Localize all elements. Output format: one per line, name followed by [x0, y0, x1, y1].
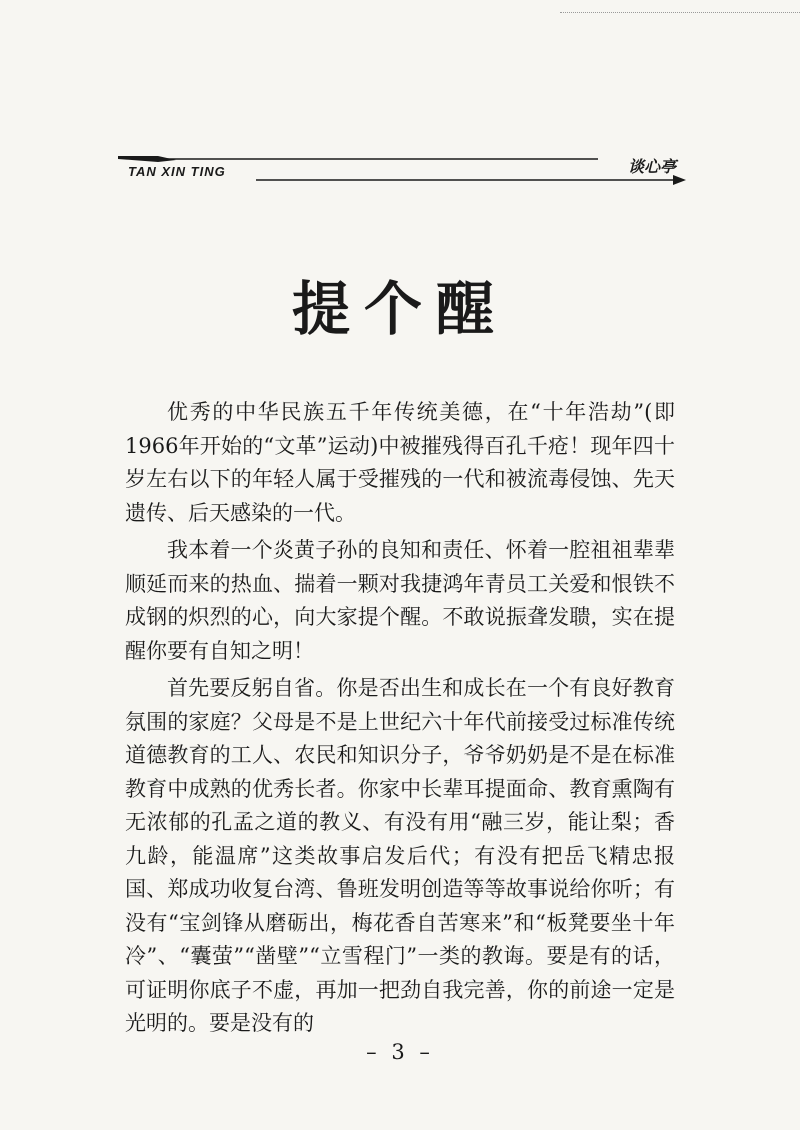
running-header — [118, 150, 688, 190]
scan-dotted-line — [560, 12, 800, 13]
paragraph: 首先要反躬自省。你是否出生和成长在一个有良好教育氛围的家庭？父母是不是上世纪六十年代前接受过标准传统道德教育的工人、农民和知识分子，爷爷奶奶是不是在标准教育中成熟的优秀长者。你家中长辈耳提面命、教育熏陶有无浓郁的孔孟之道的教义、有没有用“融三岁，能让梨；香九龄，能温席”这类故事启发后代；有没有把岳飞精忠报国、郑成功收复台湾、鲁班发明创造等等故事说给你听；有没有“宝剑锋从磨砺出，梅花香自苦寒来”和“板凳要坐十年冷”、“囊萤”“凿壁”“立雪程门”一类的教诲。要是有的话，可证明你底子不虚，再加一把劲自我完善，你的前途一定是光明的。要是没有的 — [125, 676, 675, 1035]
body-text — [125, 396, 675, 1041]
paragraph: 优秀的中华民族五千年传统美德，在“十年浩劫”(即1966年开始的“文革”运动)中被摧残得百孔千疮！现年四十岁左右以下的年轻人属于受摧残的一代和被流毒侵蚀、先天遗传、后天感染的一代。 — [125, 400, 675, 525]
page-number: – 3 – — [366, 1040, 434, 1064]
header-chinese-text: 谈心亭 — [627, 157, 676, 176]
paragraph: 我本着一个炎黄子孙的良知和责任、怀着一腔祖祖辈辈顺延而来的热血、揣着一颗对我捷鸿年青员工关爱和恨铁不成钢的炽烈的心，向大家提个醒。不敢说振聋发聩，实在提醒你要有自知之明！ — [125, 538, 675, 663]
header-latin-text: TAN XIN TING — [128, 164, 226, 179]
page-title: 提个醒 — [291, 275, 508, 343]
